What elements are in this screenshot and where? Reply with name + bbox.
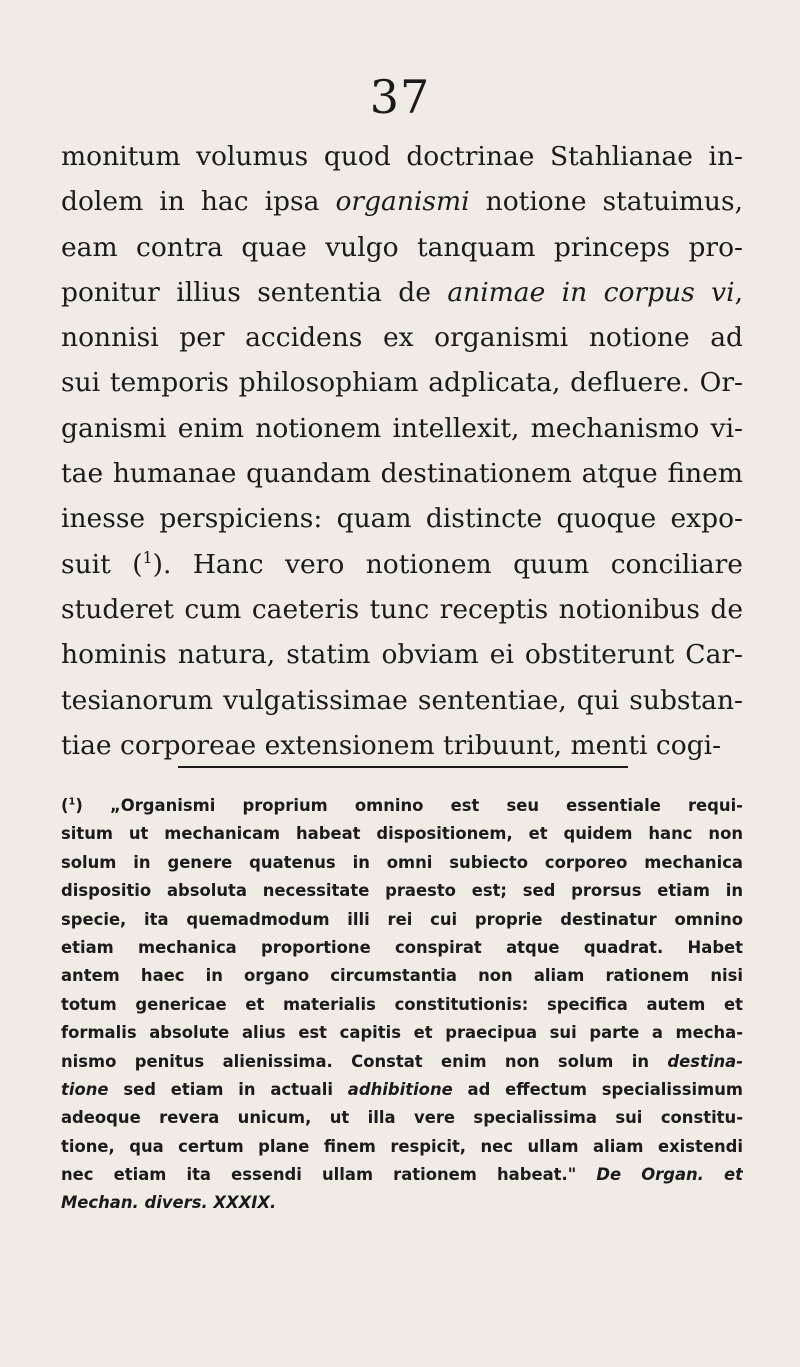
footnote-line (61, 1104, 743, 1132)
main-text-block (61, 134, 743, 768)
text-segment: studeret cum caeteris tunc receptis notionibus de (61, 593, 743, 625)
italic-text-segment: Mechan. divers. XXXIX. (61, 1193, 277, 1213)
italic-text-segment: tione (61, 1079, 109, 1099)
footnote-line (61, 1189, 743, 1217)
footnote-line (61, 1019, 743, 1047)
footnote-line (61, 1048, 743, 1076)
main-text-line (61, 496, 743, 541)
main-text-line (61, 451, 743, 496)
text-segment: totum genericae et materialis constitutionis: specifica autem et (61, 994, 743, 1014)
text-segment: tesianorum vulgatissimae sententiae, qui substan- (61, 684, 743, 716)
text-segment: antem haec in organo circumstantia non aliam rationem nisi (61, 966, 743, 986)
footnote-line (61, 991, 743, 1019)
italic-text-segment: organismi (335, 186, 470, 218)
text-segment: ) „Organismi proprium omnino est seu essentiale requi- (75, 796, 743, 815)
italic-text-segment: De Organ. et (596, 1165, 743, 1185)
main-text-line (61, 270, 743, 315)
text-segment: ad effectum specialissimum (452, 1079, 743, 1099)
text-segment: suit ( (61, 548, 143, 580)
main-text-line (61, 179, 743, 224)
main-text-line (61, 360, 743, 405)
text-segment: eam contra quae vulgo tanquam princeps pro- (61, 231, 743, 263)
text-segment: dolem in hac ipsa (61, 186, 336, 218)
text-segment: ganismi enim notionem intellexit, mechanismo vi- (61, 412, 743, 444)
text-segment: tae humanae quandam destinationem atque finem (61, 458, 743, 490)
text-segment: adeoque revera unicum, ut illa vere specialissima sui constitu- (61, 1108, 743, 1128)
footnote-line (61, 906, 743, 934)
text-segment: nonnisi per accidens ex organismi notione ad (61, 322, 743, 354)
footnote-marker: 1 (68, 796, 76, 808)
footnote-line (61, 1076, 743, 1104)
footnote-line (61, 849, 743, 877)
footnote-line (61, 877, 743, 905)
italic-text-segment: animae in corpus vi (447, 276, 735, 308)
text-segment: ponitur illius sententia de (61, 276, 448, 308)
text-segment: etiam mechanica proportione conspirat atque quadrat. Habet (61, 937, 743, 957)
text-segment: sui temporis philosophiam adplicata, defluere. Or- (61, 367, 743, 399)
text-segment: notione statuimus, (469, 186, 743, 218)
text-segment: ( (61, 796, 69, 815)
text-segment: situm ut mechanicam habeat dispositionem, et quidem hanc non (61, 824, 743, 844)
text-segment: nismo penitus alienissima. Constat enim non solum in (61, 1051, 668, 1071)
footnote-marker: 1 (142, 547, 153, 567)
footnote-separator-rule (178, 766, 628, 768)
text-segment: formalis absolute alius est capitis et praecipua sui parte a mecha- (61, 1023, 743, 1043)
text-segment: ). Hanc vero notionem quum conciliare (152, 548, 743, 580)
text-segment: tione, qua certum plane finem respicit, nec ullam aliam existendi (61, 1136, 743, 1156)
footnote-line (61, 962, 743, 990)
text-segment: inesse perspiciens: quam distincte quoque expo- (61, 503, 743, 535)
text-segment: dispositio absoluta necessitate praesto est; sed prorsus etiam in (61, 881, 743, 901)
main-text-line (61, 678, 743, 723)
footnote-line (61, 1161, 743, 1189)
text-segment: solum in genere quatenus in omni subiecto corporeo mechanica (61, 852, 743, 872)
footnote-line (61, 934, 743, 962)
main-text-line (61, 225, 743, 270)
text-segment: , (734, 276, 743, 308)
main-text-line (61, 315, 743, 360)
italic-text-segment: adhibitione (347, 1079, 453, 1099)
italic-text-segment: destina- (667, 1051, 743, 1071)
text-segment: tiae corporeae extensionem tribuunt, menti cogi- (61, 729, 722, 761)
footnote-line (61, 1133, 743, 1161)
text-segment: nec etiam ita essendi ullam rationem habeat." (61, 1165, 597, 1185)
main-text-line (61, 632, 743, 677)
main-text-line (61, 542, 743, 587)
footnote-line (61, 792, 743, 820)
text-segment: hominis natura, statim obviam ei obstiterunt Car- (61, 639, 743, 671)
text-segment: monitum volumus quod doctrinae Stahlianae in- (61, 141, 743, 172)
main-text-line (61, 587, 743, 632)
main-text-line (61, 723, 743, 768)
page-number: 37 (369, 70, 431, 124)
main-text-line (61, 134, 743, 179)
text-segment: specie, ita quemadmodum illi rei cui proprie destinatur omnino (61, 909, 743, 929)
footnote-block (61, 792, 743, 1218)
text-segment: sed etiam in actuali (108, 1079, 348, 1099)
main-text-line (61, 406, 743, 451)
footnote-line (61, 820, 743, 848)
